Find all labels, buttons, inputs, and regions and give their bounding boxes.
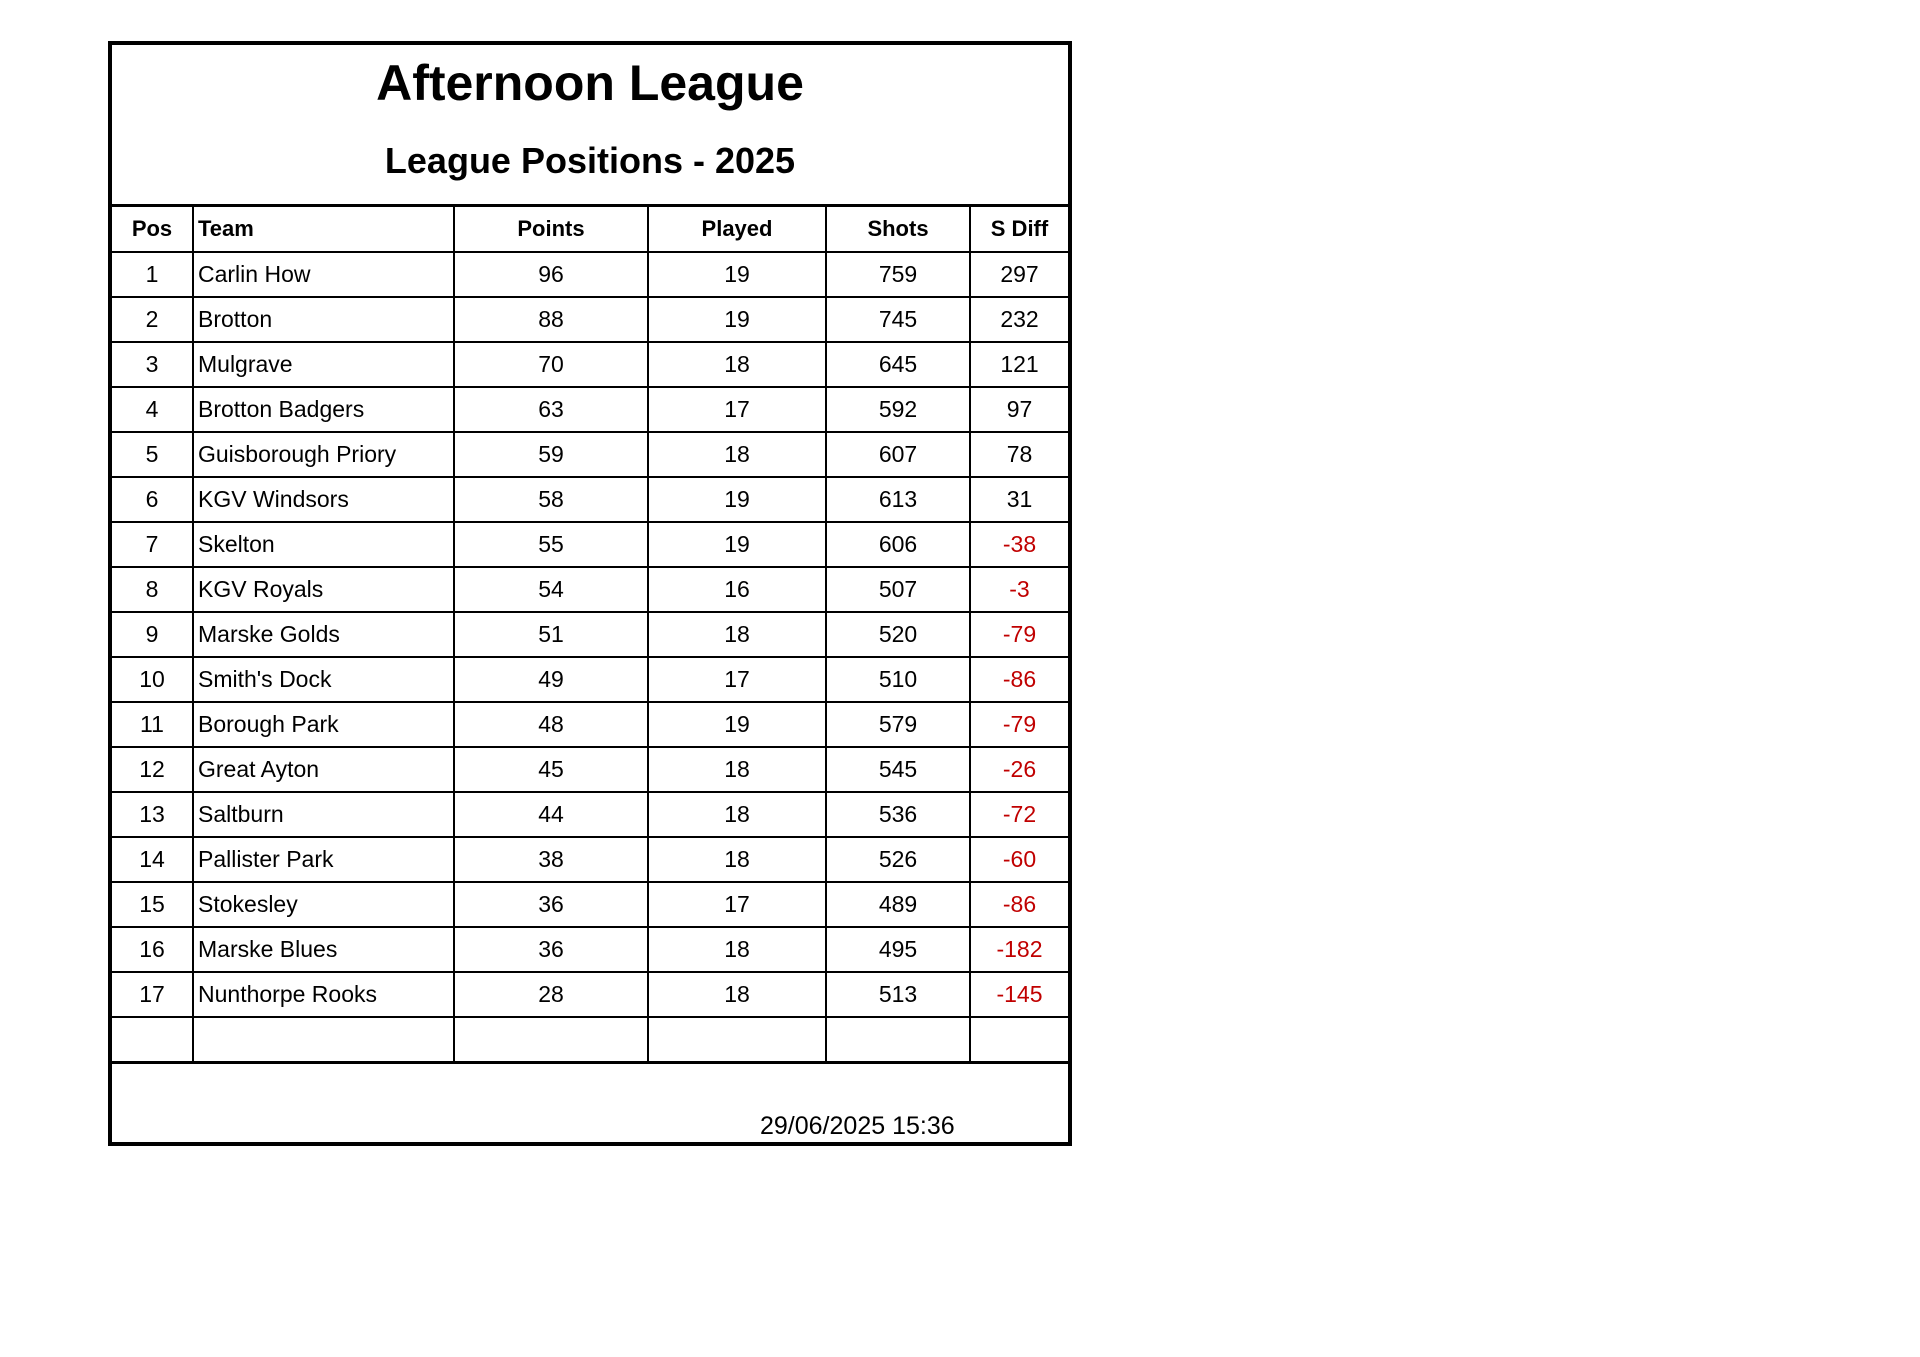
cell-shots: 513 [826,972,970,1017]
cell-played-empty [648,1017,826,1062]
cell-played: 19 [648,477,826,522]
cell-team: Brotton Badgers [193,387,454,432]
cell-sdiff: -79 [970,702,1068,747]
table-row [112,792,1068,837]
cell-sdiff: -145 [970,972,1068,1017]
cell-sdiff: -86 [970,657,1068,702]
cell-shots: 510 [826,657,970,702]
cell-pos: 15 [112,882,193,927]
table-row [112,522,1068,567]
table-header-row [112,207,1068,252]
cell-pos: 11 [112,702,193,747]
cell-shots: 520 [826,612,970,657]
cell-shots: 507 [826,567,970,612]
cell-pos: 13 [112,792,193,837]
cell-sdiff: -26 [970,747,1068,792]
cell-shots: 759 [826,252,970,297]
table-row [112,747,1068,792]
cell-played: 17 [648,387,826,432]
cell-pos-empty [112,1017,193,1062]
cell-pos: 9 [112,612,193,657]
cell-team: Skelton [193,522,454,567]
cell-sdiff: -79 [970,612,1068,657]
cell-sdiff: 97 [970,387,1068,432]
cell-pos: 8 [112,567,193,612]
table-row [112,927,1068,972]
cell-sdiff: 297 [970,252,1068,297]
cell-points: 28 [454,972,648,1017]
cell-points-empty [454,1017,648,1062]
standings-table [112,207,1068,1064]
cell-pos: 14 [112,837,193,882]
cell-team: Great Ayton [193,747,454,792]
cell-sdiff: -72 [970,792,1068,837]
header-points: Points [454,207,648,252]
cell-points: 54 [454,567,648,612]
cell-team: Brotton [193,297,454,342]
cell-shots: 592 [826,387,970,432]
cell-pos: 3 [112,342,193,387]
cell-played: 18 [648,792,826,837]
cell-pos: 7 [112,522,193,567]
cell-sdiff: 232 [970,297,1068,342]
table-row [112,297,1068,342]
cell-team: Smith's Dock [193,657,454,702]
cell-played: 18 [648,972,826,1017]
cell-team: KGV Royals [193,567,454,612]
cell-played: 16 [648,567,826,612]
cell-shots: 579 [826,702,970,747]
cell-team: Pallister Park [193,837,454,882]
cell-shots: 645 [826,342,970,387]
league-sheet [108,41,1072,1146]
table-row [112,612,1068,657]
cell-points: 88 [454,297,648,342]
table-row [112,837,1068,882]
cell-pos: 1 [112,252,193,297]
cell-points: 70 [454,342,648,387]
table-row-empty [112,1017,1068,1062]
cell-points: 58 [454,477,648,522]
table-row [112,387,1068,432]
table-row [112,657,1068,702]
cell-played: 17 [648,657,826,702]
cell-pos: 17 [112,972,193,1017]
cell-sdiff: 78 [970,432,1068,477]
cell-shots: 607 [826,432,970,477]
cell-pos: 10 [112,657,193,702]
cell-team-empty [193,1017,454,1062]
cell-played: 18 [648,612,826,657]
cell-shots: 536 [826,792,970,837]
cell-sdiff: -60 [970,837,1068,882]
cell-points: 36 [454,927,648,972]
cell-team: Carlin How [193,252,454,297]
cell-shots: 606 [826,522,970,567]
cell-points: 51 [454,612,648,657]
cell-pos: 6 [112,477,193,522]
cell-played: 18 [648,747,826,792]
cell-shots-empty [826,1017,970,1062]
standings-body [112,252,1068,1062]
cell-sdiff: 31 [970,477,1068,522]
cell-sdiff: 121 [970,342,1068,387]
cell-sdiff: -182 [970,927,1068,972]
cell-played: 18 [648,837,826,882]
header-shots: Shots [826,207,970,252]
cell-pos: 16 [112,927,193,972]
cell-team: Nunthorpe Rooks [193,972,454,1017]
cell-team: Guisborough Priory [193,432,454,477]
cell-team: Stokesley [193,882,454,927]
page-subtitle: League Positions - 2025 [384,140,796,181]
table-row [112,432,1068,477]
table-row [112,567,1068,612]
header-played: Played [648,207,826,252]
cell-shots: 489 [826,882,970,927]
cell-shots: 495 [826,927,970,972]
cell-points: 38 [454,837,648,882]
cell-sdiff: -3 [970,567,1068,612]
cell-played: 19 [648,297,826,342]
table-row [112,972,1068,1017]
cell-played: 18 [648,927,826,972]
cell-pos: 5 [112,432,193,477]
cell-team: Mulgrave [193,342,454,387]
cell-team: Marske Blues [193,927,454,972]
header-sdiff: S Diff [970,207,1068,252]
cell-shots: 613 [826,477,970,522]
cell-pos: 12 [112,747,193,792]
cell-played: 19 [648,522,826,567]
cell-sdiff: -86 [970,882,1068,927]
cell-pos: 2 [112,297,193,342]
title-block [112,45,1068,207]
cell-points: 55 [454,522,648,567]
cell-shots: 745 [826,297,970,342]
cell-team: KGV Windsors [193,477,454,522]
cell-played: 18 [648,432,826,477]
cell-team: Saltburn [193,792,454,837]
cell-pos: 4 [112,387,193,432]
footer-timestamp: 29/06/2025 15:36 [760,1112,955,1140]
table-row [112,702,1068,747]
cell-points: 49 [454,657,648,702]
cell-played: 18 [648,342,826,387]
table-row [112,252,1068,297]
cell-points: 44 [454,792,648,837]
cell-shots: 526 [826,837,970,882]
header-pos: Pos [112,207,193,252]
page-title: Afternoon League [376,55,804,111]
cell-sdiff: -38 [970,522,1068,567]
cell-points: 48 [454,702,648,747]
cell-points: 63 [454,387,648,432]
cell-team: Borough Park [193,702,454,747]
cell-points: 36 [454,882,648,927]
cell-played: 17 [648,882,826,927]
cell-points: 59 [454,432,648,477]
cell-team: Marske Golds [193,612,454,657]
cell-played: 19 [648,252,826,297]
cell-sdiff-empty [970,1017,1068,1062]
table-row [112,342,1068,387]
cell-shots: 545 [826,747,970,792]
cell-played: 19 [648,702,826,747]
table-row [112,882,1068,927]
cell-points: 96 [454,252,648,297]
table-row [112,477,1068,522]
cell-points: 45 [454,747,648,792]
header-team: Team [193,207,454,252]
